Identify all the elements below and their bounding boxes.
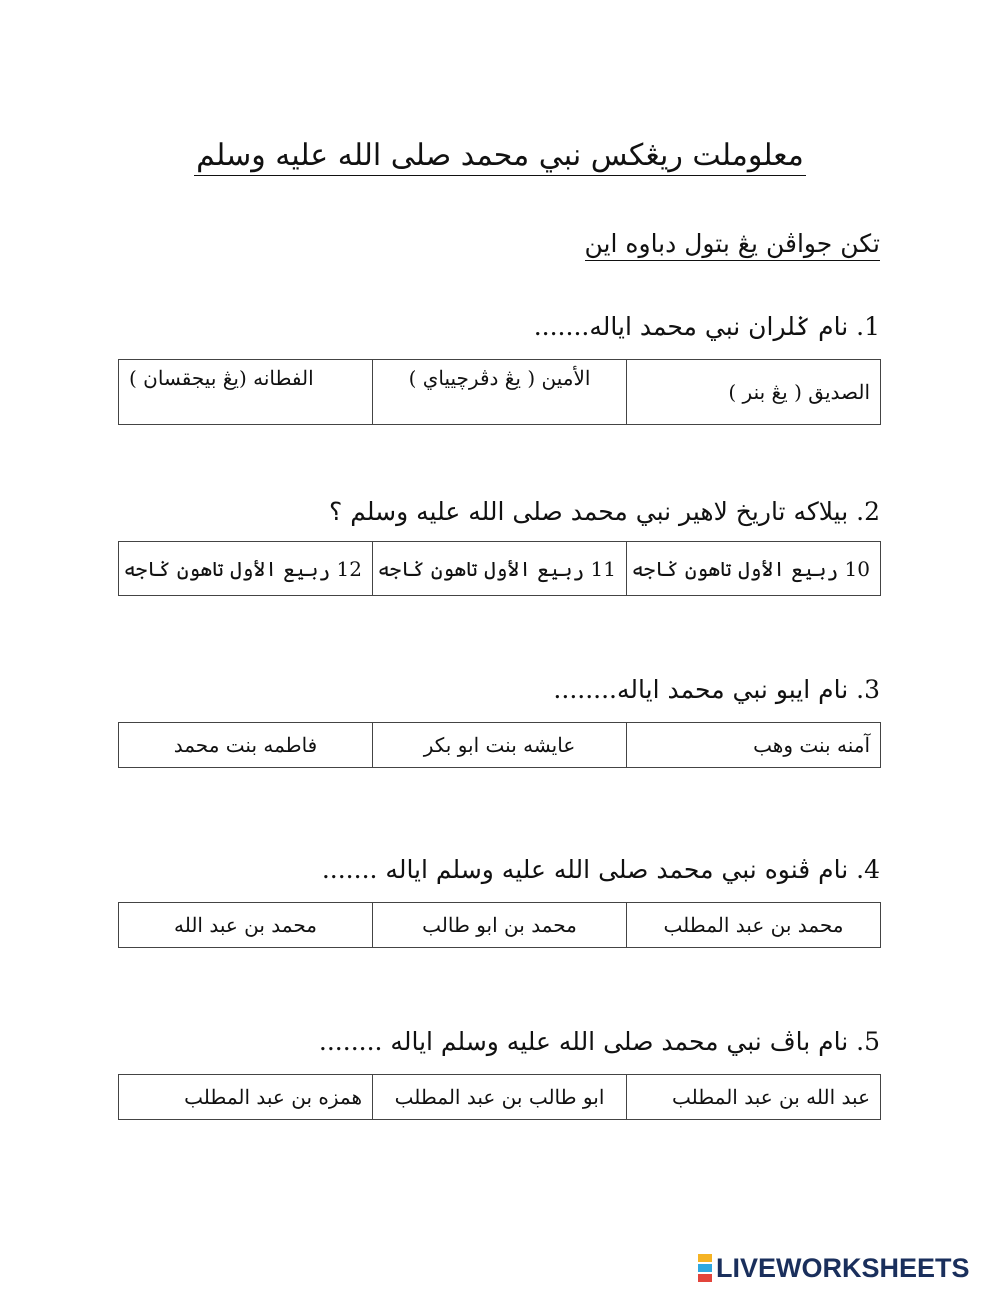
liveworksheets-logo-icon [698, 1253, 712, 1283]
page-title-text: معلوملت ريڠكس نبي محمد صلى الله عليه وسلم [194, 138, 806, 176]
question-1-options [118, 359, 881, 425]
option-3a[interactable]: آمنه بنت وهب [627, 723, 881, 768]
question-3-options [118, 722, 881, 768]
question-1: 1. نام ݢلران نبي محمد اياله....... [533, 312, 880, 341]
option-1b[interactable]: الأمين ( يڠ دڤرچيياي ) [373, 360, 627, 425]
option-2b[interactable]: 11 ربيع الأول تاهون ݢاجه [373, 542, 627, 596]
question-2: 2. بيلاكه تاريخ لاهير نبي محمد صلى الله عليه وسلم ؟ [329, 497, 880, 526]
option-4b[interactable]: محمد بن ابو طالب [373, 903, 627, 948]
brand-text: LIVEWORKSHEETS [716, 1252, 970, 1283]
liveworksheets-logo [698, 1252, 970, 1284]
option-1c[interactable]: الفطانه (يڠ بيجقسان ) [119, 360, 373, 425]
option-3c[interactable]: فاطمه بنت محمد [119, 723, 373, 768]
option-2a[interactable]: 10 ربيع الأول تاهون ݢاجه [627, 542, 881, 596]
page-title [0, 130, 1000, 182]
option-5b[interactable]: ابو طالب بن عبد المطلب [373, 1075, 627, 1120]
question-5: 5. نام باڤ نبي محمد صلى الله عليه وسلم اياله ........ [318, 1027, 880, 1056]
option-1a[interactable]: الصديق ( يڠ بنر ) [627, 360, 881, 425]
option-2c[interactable]: 12 ربيع الأول تاهون ݢاجه [119, 542, 373, 596]
option-5c[interactable]: همزه بن عبد المطلب [119, 1075, 373, 1120]
question-3: 3. نام ايبو نبي محمد اياله........ [553, 675, 880, 704]
option-4c[interactable]: محمد بن عبد الله [119, 903, 373, 948]
question-2-options [118, 541, 881, 596]
option-4a[interactable]: محمد بن عبد المطلب [627, 903, 881, 948]
question-4: 4. نام ڤنوه نبي محمد صلى الله عليه وسلم اياله ....... [321, 855, 880, 884]
instruction [585, 222, 880, 266]
instruction-text: تكن جواڤن يڠ بتول دباوه اين [585, 229, 880, 261]
option-5a[interactable]: عبد الله بن عبد المطلب [627, 1075, 881, 1120]
question-5-options [118, 1074, 881, 1120]
option-3b[interactable]: عايشه بنت ابو بكر [373, 723, 627, 768]
question-4-options [118, 902, 881, 948]
